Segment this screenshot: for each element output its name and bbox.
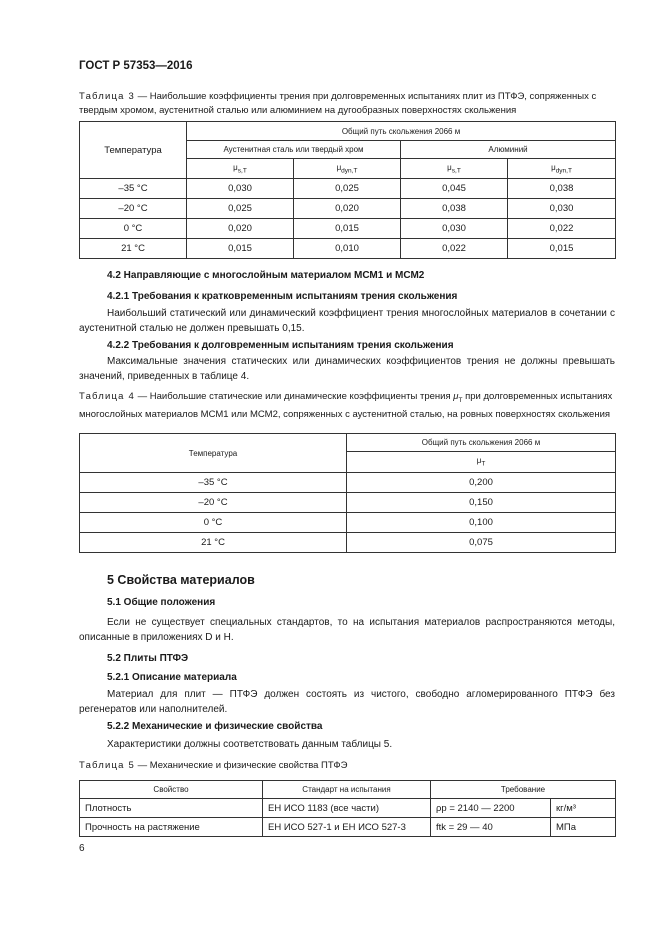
table5-header-requirement: Требование [431,781,616,799]
page-number: 6 [79,843,85,854]
cell-temp: 0 °С [80,219,187,239]
cell-temp: –20 °С [80,493,347,513]
cell-standard: ЕН ИСО 527-1 и ЕН ИСО 527-3 [263,818,431,837]
cell-standard: ЕН ИСО 1183 (все части) [263,799,431,818]
table5-caption-text: — Механические и физические свойства ПТФЭ [134,760,348,771]
cell-temp: 0 °С [80,513,347,533]
cell-value: 0,030 [187,179,294,199]
section-5-2-2-text: Характеристики должны соответствовать данным таблицы 5. [107,739,393,750]
cell-property: Прочность на растяжение [80,818,263,837]
section-5-2-title: 5.2 Плиты ПТФЭ [107,653,189,664]
table3-caption [79,90,615,118]
cell-temp: 21 °С [80,533,347,553]
table3 [79,121,616,259]
cell-value: 0,010 [294,239,401,259]
table-row [80,179,616,199]
cell-value: 0,020 [294,199,401,219]
table5-header-property: Свойство [80,781,263,799]
cell-value: 0,022 [401,239,508,259]
cell-temp: 21 °С [80,239,187,259]
section-5-title: 5 Свойства материалов [107,573,255,587]
table5 [79,780,616,837]
section-5-1-title: 5.1 Общие положения [107,597,216,608]
table3-header-mu-dyn-steel: $\mu_{dyn,T}$ [294,159,401,179]
cell-value: 0,015 [294,219,401,239]
cell-value: 0,015 [187,239,294,259]
table3-header-mu-s-steel: $\mu_{s,T}$ [187,159,294,179]
table3-header-mu-s-alu: $\mu_{s,T}$ [401,159,508,179]
cell-requirement: ftk = 29 — 40 [431,818,551,837]
table-row [80,493,616,513]
cell-value: 0,025 [294,179,401,199]
section-4-2-1-title: 4.2.1 Требования к кратковременным испытаниям трения скольжения [107,291,458,302]
table-row [80,533,616,553]
table3-header-steel: Аустенитная сталь или твердый хром [187,141,401,159]
table5-caption-label: Таблица 5 [79,760,135,771]
table4 [79,433,616,553]
cell-value: 0,200 [347,473,616,493]
cell-value: 0,075 [347,533,616,553]
cell-value: 0,020 [187,219,294,239]
table3-header-alu: Алюминий [401,141,616,159]
cell-value: 0,045 [401,179,508,199]
cell-value: 0,038 [401,199,508,219]
table4-caption-label: Таблица 4 [79,391,135,402]
cell-value: 0,038 [508,179,616,199]
table5-header-standard: Стандарт на испытания [263,781,431,799]
table3-header-temp: Температура [80,122,187,179]
cell-value: 0,030 [401,219,508,239]
table-row [80,799,616,818]
section-5-2-2-title: 5.2.2 Механические и физические свойства [107,721,323,732]
cell-value: 0,100 [347,513,616,533]
table-row [80,513,616,533]
table-row [80,219,616,239]
cell-requirement: ρp = 2140 — 2200 [431,799,551,818]
table-row [80,199,616,219]
table3-header-path: Общий путь скольжения 2066 м [187,122,616,141]
section-4-2-1-text: Наибольший статический или динамический коэффициент трения многослойных материалов в сочетании с аустенитной сталью не должен превышать 0,15. [79,308,615,334]
cell-unit: кг/м³ [551,799,616,818]
table-row [80,239,616,259]
cell-property: Плотность [80,799,263,818]
section-5-1-text: Если не существует специальных стандартов, то на испытания материалов распространяются методы, описанные в приложениях D и H. [79,617,615,643]
cell-value: 0,030 [508,199,616,219]
section-4-2-2-text: Максимальные значения статических или динамических коэффициентов трения не должны превышать значений, приведенных в таблице 4. [79,356,615,382]
section-4-2-title: 4.2 Направляющие с многослойным материалом МСМ1 и МСМ2 [107,270,425,281]
document-header: ГОСТ Р 57353—2016 [79,60,193,72]
cell-value: 0,025 [187,199,294,219]
table-row [80,473,616,493]
table4-header-path: Общий путь скольжения 2066 м [347,434,616,452]
cell-value: 0,150 [347,493,616,513]
table3-caption-text: — Наибольшие коэффициенты трения при долговременных испытаниях плит из ПТФЭ, сопряженных с твердым хромом, аустенитной сталью или алюминием на дугообразных поверхностях скольжения [79,91,597,116]
section-5-2-1-text: Материал для плит — ПТФЭ должен состоять из чистого, свободно агломерированного ПТФЭ без регенератов или наполнителей. [79,689,615,715]
cell-unit: МПа [551,818,616,837]
table3-caption-label: Таблица 3 [79,91,135,102]
table-row [80,818,616,837]
table5-caption [79,759,615,773]
cell-value: 0,015 [508,239,616,259]
cell-temp: –20 °С [80,199,187,219]
table4-header-mu: $\mu_T$ [347,452,616,473]
table4-header-temp: Температура [80,434,347,473]
cell-temp: –35 °С [80,473,347,493]
cell-temp: –35 °С [80,179,187,199]
table3-header-mu-dyn-alu: $\mu_{dyn,T}$ [508,159,616,179]
cell-value: 0,022 [508,219,616,239]
section-4-2-2-title: 4.2.2 Требования к долговременным испытаниям трения скольжения [107,340,454,351]
table4-caption: Таблица 4 — Наибольшие статические или динамические коэффициенты трения $\mu_T$ при долговременных испытаниях многослойных материалов МСМ1 или МСМ2, сопряженных с аустенитной сталью, на ровных поверхностях скольжения [79,391,613,420]
section-5-2-1-title: 5.2.1 Описание материала [107,672,237,683]
